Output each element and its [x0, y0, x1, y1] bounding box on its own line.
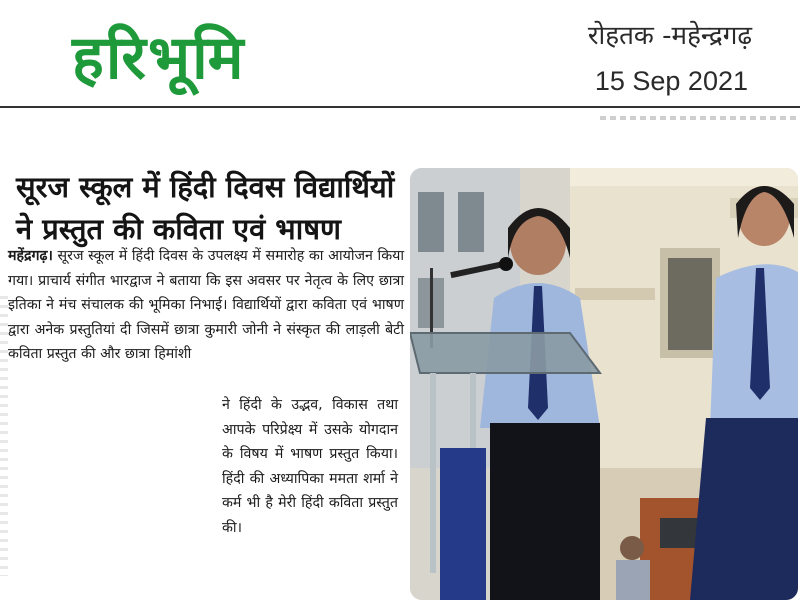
headline-line-2: ने प्रस्तुत की कविता एवं भाषण: [16, 212, 341, 246]
photo-illustration: [410, 168, 798, 600]
news-clipping: [0, 150, 800, 599]
skirt: [690, 418, 798, 600]
newspaper-logo: हरिभूमि: [72, 23, 246, 93]
body-text-narrow: ने हिंदी के उद्भव, विकास तथा आपके परिप्रेक्ष्य में उसके योगदान के विषय में भाषण प्रस्तुत किया। हिंदी की अध्यापिका ममता शर्मा ने कर्म भी है मेरी हिंदी कविता प्रस्तुत की।: [222, 397, 398, 536]
headline-line-1: सूरज स्कूल में हिंदी दिवस विद्यार्थियों: [16, 170, 395, 204]
publication-date: 15 Sep 2021: [594, 66, 748, 96]
event-photo: [410, 168, 798, 600]
masthead-divider: [0, 106, 800, 108]
article-body: [8, 244, 404, 367]
edition-label: रोहतक -महेन्द्रगढ़: [587, 21, 752, 51]
body-text-wide: सूरज स्कूल में हिंदी दिवस के उपलक्ष्य में समारोह का आयोजन किया गया। प्राचार्य संगीत भारद्वाज ने बताया कि इस अवसर पर नेतृत्व के लिए छात्रा इतिका ने मंच संचालक की भूमिका निभाई। विद्यार्थियों द्वारा कविता एवं भाषण द्वारा अनेक प्रस्तुतियां दी जिसमें छात्रा कुमारी जोनी ने संस्कृत की लाड़ली बेटी कविता प्रस्तुत की और छात्रा हिमांशी: [8, 248, 404, 363]
masthead: [0, 0, 800, 108]
scan-artifact: [0, 296, 8, 576]
scan-artifact: [600, 116, 800, 120]
article-headline: [16, 166, 406, 250]
dateline: महेंद्रगढ़।: [8, 248, 53, 264]
podium: [410, 333, 600, 373]
